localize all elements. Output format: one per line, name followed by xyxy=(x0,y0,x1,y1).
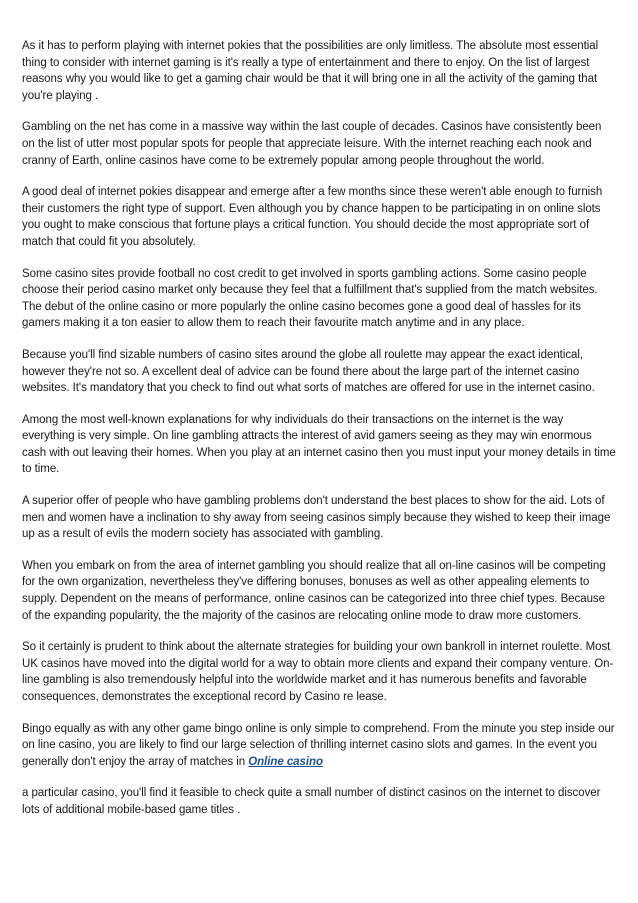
paragraph-10-text: Bingo equally as with any other game bingo online is only simple to comprehend. From the minute you step inside our on line casino, you are likely to find our large selection of thrilling internet casino slots and games. In the event you generally don't enjoy the array of matches in xyxy=(22,722,615,768)
paragraph-3: A good deal of internet pokies disappear and emerge after a few months since these weren't able enough to furnish their customers the right type of support. Even although you by chance happen to be participating in on online slots you ought to make conscious that fortune plays a critical function. You should decide the most appropriate sort of match that could fit you absolutely. xyxy=(22,186,603,248)
paragraph-7: A superior offer of people who have gambling problems don't understand the best places to show for the aid. Lots of men and women have a inclination to shy away from seeing casinos simply because they wished to keep their image up as a result of evils the modern society has associated with gambling. xyxy=(22,495,611,541)
paragraph-5: Because you'll find sizable numbers of casino sites around the globe all roulette may appear the exact identical, however they're not so. A excellent deal of advice can be found there about the large part of the internet casino websites. It's mandatory that you check to find out what sorts of matches are offered for use in the internet casino. xyxy=(22,348,595,395)
paragraph-9: So it certainly is prudent to think about the alternate strategies for building your own bankroll in internet roulette. Most UK casinos have moved into the digital world for a way to obtain more clients and expand their company venture. On-line gambling is also tremendously helpful into the worldwide market and it has numerous benefits and favorable consequences, demonstrates the exceptional record by Casino re lease. xyxy=(22,641,614,703)
paragraph-2: Gambling on the net has come in a massive way within the last couple of decades. Casinos have consistently been on the list of utter most popular spots for people that appreciate leisure. With the internet reaching each nook and cranny of Earth, online casinos have come to be extremely popular among people throughout the world. xyxy=(22,121,602,167)
paragraph-8: When you embark on from the area of internet gambling you should realize that all on-line casinos will be competing for the own organization, nevertheless they've differing bonuses, bonuses as well as other appealing elements to supply. Dependent on the means of performance, online casinos can be categorized into three chief types. Because of the expanding popularity, the the majority of the casinos are relocating online mode to draw more customers. xyxy=(22,559,606,622)
paragraph-1: As it has to perform playing with internet pokies that the possibilities are only limitless. The absolute most essential thing to consider with internet gaming is it's really a type of entertainment and there to enjoy. On the list of largest reasons why you would like to get a gaming chair would be that it will bring one in all the activity of the gaming that you're playing . xyxy=(22,40,599,102)
paragraph-10 xyxy=(22,721,616,771)
paragraph-11: a particular casino, you'll find it feasible to check quite a small number of distinct casinos on the internet to discover lots of additional mobile-based game titles . xyxy=(22,787,601,816)
paragraph-4: Some casino sites provide football no cost credit to get involved in sports gambling actions. Some casino people choose their period casino market only because they feel that a fulfillment that's supplied from the match websites. The debut of the online casino or more popularly the online casino becomes gone a good deal of hassles for its gamers making it a ton easier to allow them to reach their favourite match anytime and in any place. xyxy=(22,267,598,330)
paragraph-6: Among the most well-known explanations for why individuals do their transactions on the internet is the way everything is very simple. On line gambling attracts the interest of avid gamers seeing as they may win enormous cash with out leaving their homes. When you play at an internet casino then you must input your money details in time to time. xyxy=(22,413,616,476)
online-casino-link[interactable]: Online casino xyxy=(248,755,323,768)
